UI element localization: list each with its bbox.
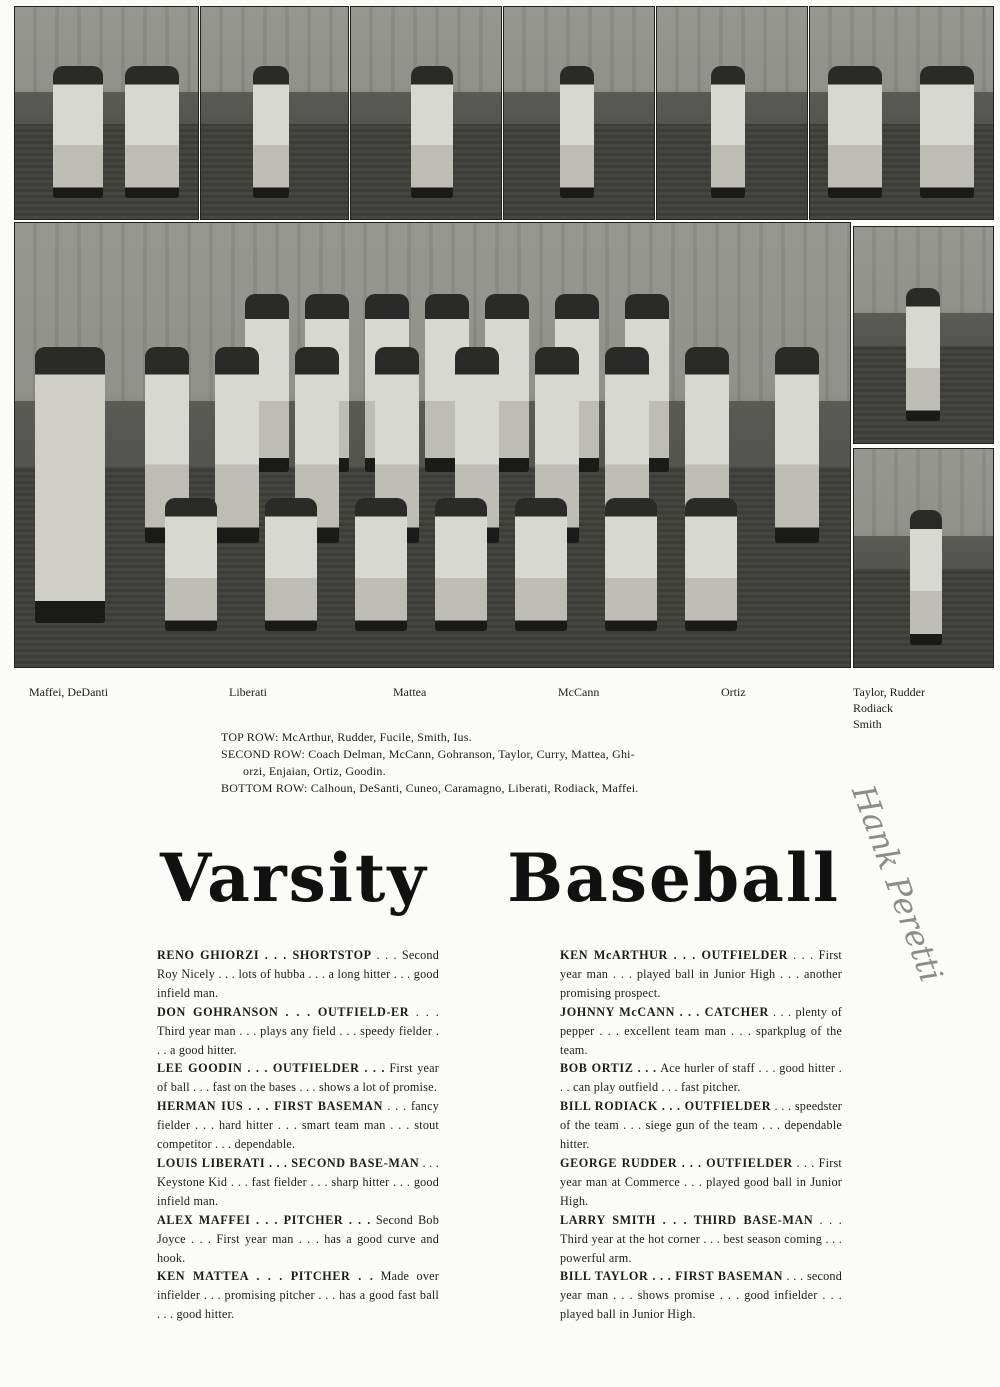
player-entry [157, 946, 439, 1003]
photo-mccann [503, 6, 655, 220]
second-row: SECOND ROW: Coach Delman, McCann, Gohranson, Taylor, Curry, Mattea, Ghi- [221, 747, 635, 761]
top-row: TOP ROW: McArthur, Rudder, Fucile, Smith, Ius. [221, 730, 472, 744]
caption-liberati: Liberati [229, 685, 267, 699]
player-entry [157, 1003, 439, 1060]
player-entry [157, 1097, 439, 1154]
right-column [560, 946, 842, 1324]
team-rows [221, 729, 781, 797]
player-description: . . . fancy fielder . . . hard hitter . . . smart team man . . . stout competitor . . . dependable. [157, 1099, 440, 1152]
player-entry [560, 1097, 842, 1154]
player-entry [157, 1154, 439, 1211]
left-column [157, 946, 439, 1324]
player-entry [560, 1154, 842, 1211]
team-photo [14, 222, 851, 668]
player-description: Ace hurler of staff . . . good hitter . . . can play outfield . . . fast pitcher. [560, 1061, 843, 1095]
caption-ortiz: Ortiz [721, 685, 746, 699]
player-description: . . . plenty of pepper . . . excellent team man . . . sparkplug of the team. [560, 1004, 842, 1057]
caption-mccann: McCann [558, 685, 600, 699]
caption-smith: Smith [853, 717, 882, 731]
photo-smith [853, 448, 994, 668]
player-description: . . . First year man at Commerce . . . played good ball in Junior High. [560, 1155, 842, 1208]
player-entry [157, 1059, 439, 1097]
player-entry [560, 1267, 842, 1324]
player-heading: HERMAN IUS . . . FIRST BASEMAN [157, 1099, 383, 1114]
player-description: . . . Keystone Kid . . . fast fielder . . . sharp hitter . . . good infield man. [157, 1155, 439, 1208]
player-entry [560, 1211, 842, 1268]
player-heading: LARRY SMITH . . . THIRD BASE-MAN [560, 1212, 814, 1227]
photo-ortiz [656, 6, 808, 220]
player-heading: BILL TAYLOR . . . FIRST BASEMAN [560, 1269, 784, 1284]
player-description: . . . Second Roy Nicely . . . lots of hubba . . . a long hitter . . . good infield man. [157, 948, 439, 1000]
caption-mattea: Mattea [393, 685, 427, 699]
player-description: . . . First year man . . . played ball in Junior High . . . another promising prospect. [560, 948, 842, 1000]
player-description: . . . speedster of the team . . . siege gun of the team . . . dependable hitter. [560, 1099, 843, 1152]
player-heading: RENO GHIORZI . . . SHORTSTOP [157, 948, 372, 962]
photo-mattea [350, 6, 502, 220]
player-heading: LEE GOODIN . . . OUTFIELDER . . . [157, 1061, 386, 1076]
page-title: Varsity Baseball [160, 839, 840, 917]
photo-maffei-dedanti [14, 6, 199, 220]
player-heading: DON GOHRANSON . . . OUTFIELD-ER [157, 1004, 410, 1019]
player-entry [157, 1267, 439, 1324]
signature: Hank Peretti [844, 780, 951, 987]
player-description: Made over infielder . . . promising pitcher . . . has a good fast ball . . . good hitter. [157, 1269, 439, 1322]
caption-rodiack: Rodiack [853, 701, 893, 715]
player-heading: KEN McARTHUR . . . OUTFIELDER [560, 948, 789, 962]
player-heading: BILL RODIACK . . . OUTFIELDER [560, 1099, 772, 1114]
player-entry [560, 946, 842, 1003]
second-row-cont: orzi, Enjaian, Ortiz, Goodin. [243, 764, 386, 778]
player-description: . . . Third year at the hot corner . . . best season coming . . . powerful arm. [560, 1212, 842, 1265]
player-description: . . . Third year man . . . plays any field . . . speedy fielder . . . a good hitter. [157, 1004, 440, 1057]
player-heading: KEN MATTEA . . . PITCHER . . [157, 1269, 374, 1284]
bottom-row: BOTTOM ROW: Calhoun, DeSanti, Cuneo, Caramagno, Liberati, Rodiack, Maffei. [221, 781, 639, 795]
photo-taylor-rudder [809, 6, 994, 220]
player-entry [560, 1003, 842, 1060]
player-heading: GEORGE RUDDER . . . OUTFIELDER [560, 1155, 793, 1170]
player-description: . . . second year man . . . shows promise . . . good infielder . . . played ball in Junior High. [560, 1269, 842, 1322]
player-heading: ALEX MAFFEI . . . PITCHER . . . [157, 1212, 371, 1227]
photo-rodiack [853, 226, 994, 444]
player-heading: JOHNNY McCANN . . . CATCHER [560, 1004, 769, 1019]
player-entry [560, 1059, 842, 1097]
player-description: First year of ball . . . fast on the bases . . . shows a lot of promise. [157, 1061, 440, 1095]
player-heading: BOB ORTIZ . . . [560, 1061, 657, 1076]
player-description: Second Bob Joyce . . . First year man . . . has a good curve and hook. [157, 1212, 439, 1265]
player-entry [157, 1211, 439, 1268]
caption-maffei-dedanti: Maffei, DeDanti [29, 685, 109, 699]
photo-liberati [200, 6, 349, 220]
caption-taylor-rudder: Taylor, Rudder [853, 685, 925, 699]
player-heading: LOUIS LIBERATI . . . SECOND BASE-MAN [157, 1155, 420, 1170]
